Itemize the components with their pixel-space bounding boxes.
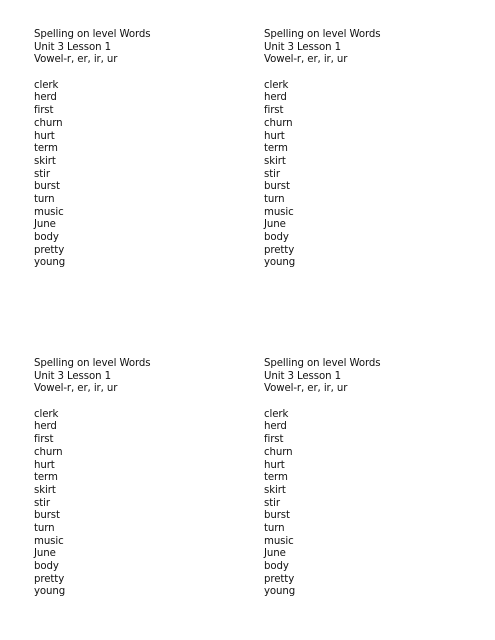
list-item: burst xyxy=(34,181,60,193)
list-item: burst xyxy=(34,510,60,522)
card-unit: Unit 3 Lesson 1 xyxy=(34,41,111,53)
list-item: hurt xyxy=(264,459,285,471)
card-pattern: Vowel-r, er, ir, ur xyxy=(264,383,348,395)
list-item: first xyxy=(34,105,54,117)
list-item: young xyxy=(264,586,296,598)
list-item: burst xyxy=(264,181,290,193)
list-item: young xyxy=(34,586,66,598)
list-item: June xyxy=(264,219,286,231)
list-item: clerk xyxy=(264,79,289,91)
list-item: stir xyxy=(264,497,280,509)
list-item: skirt xyxy=(264,484,286,496)
list-item: body xyxy=(264,232,289,243)
spelling-card-top-right xyxy=(264,29,464,270)
list-item: pretty xyxy=(34,244,65,256)
list-item: June xyxy=(264,548,286,560)
list-item: music xyxy=(264,206,294,218)
list-item: turn xyxy=(34,193,55,205)
list-item: clerk xyxy=(264,408,289,420)
spelling-card-bottom-right xyxy=(264,358,464,599)
list-item: hurt xyxy=(34,130,55,142)
list-item: herd xyxy=(264,92,287,104)
word-list xyxy=(264,80,464,270)
spacer xyxy=(34,67,234,80)
list-item: turn xyxy=(34,522,55,534)
list-item: June xyxy=(34,219,56,231)
list-item: clerk xyxy=(34,408,59,420)
list-item: herd xyxy=(264,421,287,433)
list-item: music xyxy=(34,535,64,547)
card-unit: Unit 3 Lesson 1 xyxy=(264,41,341,53)
list-item: body xyxy=(34,232,59,243)
list-item: term xyxy=(34,472,58,484)
list-item: turn xyxy=(264,193,285,205)
list-item: skirt xyxy=(34,484,56,496)
word-list xyxy=(34,409,234,599)
list-item: churn xyxy=(34,117,63,129)
list-item: herd xyxy=(34,421,57,433)
list-item: clerk xyxy=(34,79,59,91)
list-item: skirt xyxy=(34,155,56,167)
card-pattern: Vowel-r, er, ir, ur xyxy=(34,383,118,395)
card-unit: Unit 3 Lesson 1 xyxy=(34,370,111,382)
list-item: pretty xyxy=(264,573,295,585)
card-pattern: Vowel-r, er, ir, ur xyxy=(264,54,348,66)
list-item: stir xyxy=(264,168,280,180)
list-item: churn xyxy=(34,446,63,458)
list-item: first xyxy=(264,434,284,446)
list-item: young xyxy=(264,257,296,269)
list-item: skirt xyxy=(264,155,286,167)
list-item: body xyxy=(264,561,289,572)
list-item: stir xyxy=(34,497,50,509)
spacer xyxy=(34,396,234,409)
list-item: pretty xyxy=(264,244,295,256)
word-list xyxy=(34,80,234,270)
list-item: music xyxy=(34,206,64,218)
list-item: June xyxy=(34,548,56,560)
card-pattern: Vowel-r, er, ir, ur xyxy=(34,54,118,66)
list-item: turn xyxy=(264,522,285,534)
card-title: Spelling on level Words xyxy=(264,358,381,369)
list-item: hurt xyxy=(264,130,285,142)
list-item: churn xyxy=(264,446,293,458)
list-item: churn xyxy=(264,117,293,129)
list-item: term xyxy=(264,472,288,484)
list-item: pretty xyxy=(34,573,65,585)
spacer xyxy=(264,67,464,80)
list-item: hurt xyxy=(34,459,55,471)
word-list xyxy=(264,409,464,599)
list-item: first xyxy=(34,434,54,446)
list-item: young xyxy=(34,257,66,269)
card-title: Spelling on level Words xyxy=(34,29,151,40)
list-item: stir xyxy=(34,168,50,180)
list-item: herd xyxy=(34,92,57,104)
spelling-card-bottom-left xyxy=(34,358,234,599)
spelling-card-top-left xyxy=(34,29,234,270)
list-item: music xyxy=(264,535,294,547)
list-item: burst xyxy=(264,510,290,522)
list-item: term xyxy=(34,143,58,155)
card-unit: Unit 3 Lesson 1 xyxy=(264,370,341,382)
list-item: first xyxy=(264,105,284,117)
list-item: body xyxy=(34,561,59,572)
spacer xyxy=(264,396,464,409)
list-item: term xyxy=(264,143,288,155)
card-title: Spelling on level Words xyxy=(34,358,151,369)
card-title: Spelling on level Words xyxy=(264,29,381,40)
